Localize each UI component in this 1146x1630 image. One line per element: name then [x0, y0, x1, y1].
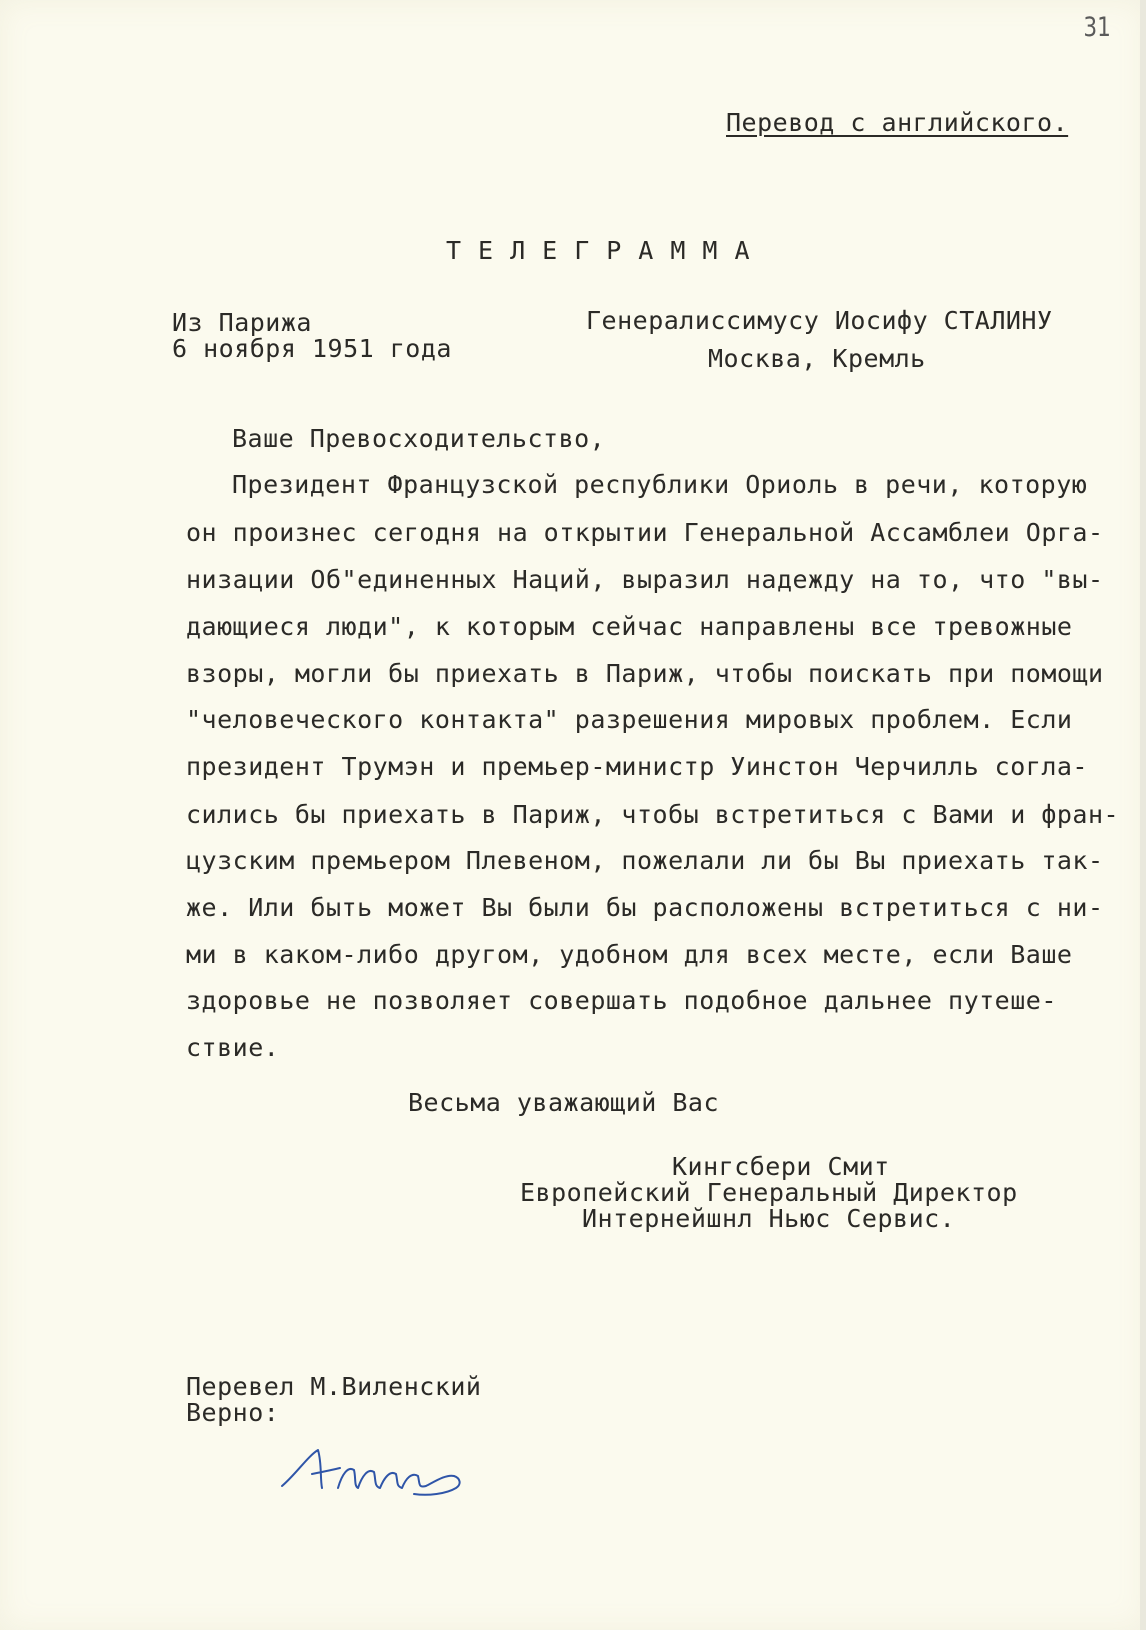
body-line: "человеческого контакта" разрешения мировых проблем. Если [186, 705, 1073, 734]
handwritten-signature [278, 1444, 518, 1504]
body-line: он произнес сегодня на открытии Генеральной Ассамблеи Орга- [186, 518, 1104, 547]
body-line: сились бы приехать в Париж, чтобы встретиться с Вами и фран- [186, 800, 1120, 829]
origin-date: 6 ноября 1951 года [172, 334, 452, 363]
page-number: 31 [1083, 12, 1111, 43]
body-line: дающиеся люди", к которым сейчас направлены все тревожные [186, 612, 1073, 641]
body-line: здоровье не позволяет совершать подобное дальнее путеше- [186, 986, 1057, 1015]
body-line: цузским премьером Плевеном, пожелали ли бы Вы приехать так- [186, 846, 1104, 875]
verified-label: Верно: [186, 1398, 280, 1427]
sender-organization: Интернейшнл Ньюс Сервис. [582, 1204, 956, 1233]
sender-position: Европейский Генеральный Директор [520, 1178, 1018, 1207]
body-line: ми в каком-либо другом, удобном для всех месте, если Ваше [186, 940, 1073, 969]
document-title: ТЕЛЕГРАММА [446, 236, 767, 265]
translation-note: Перевод с английского. [726, 108, 1069, 137]
salutation: Ваше Превосходительство, [232, 424, 606, 453]
body-line: же. Или быть может Вы были бы расположены встретиться с ни- [186, 893, 1104, 922]
origin-place: Из Парижа [172, 308, 312, 337]
body-line: низации Об"единенных Наций, выразил надежду на то, что "вы- [186, 565, 1104, 594]
body-line: взоры, могли бы приехать в Париж, чтобы поискать при помощи [186, 659, 1104, 688]
body-line: Президент Французской республики Ориоль в речи, которую [232, 470, 1088, 499]
recipient-name: Генералиссимусу Иосифу СТАЛИНУ [586, 306, 1053, 335]
body-line: ствие. [186, 1033, 280, 1062]
closing: Весьма уважающий Вас [408, 1088, 720, 1117]
sender-name: Кингсбери Смит [672, 1152, 890, 1181]
page-edge [1140, 0, 1146, 1630]
translator-line: Перевел М.Виленский [186, 1372, 482, 1401]
body-line: президент Трумэн и премьер-министр Уинстон Черчилль согла- [186, 752, 1088, 781]
recipient-address: Москва, Кремль [708, 344, 926, 373]
